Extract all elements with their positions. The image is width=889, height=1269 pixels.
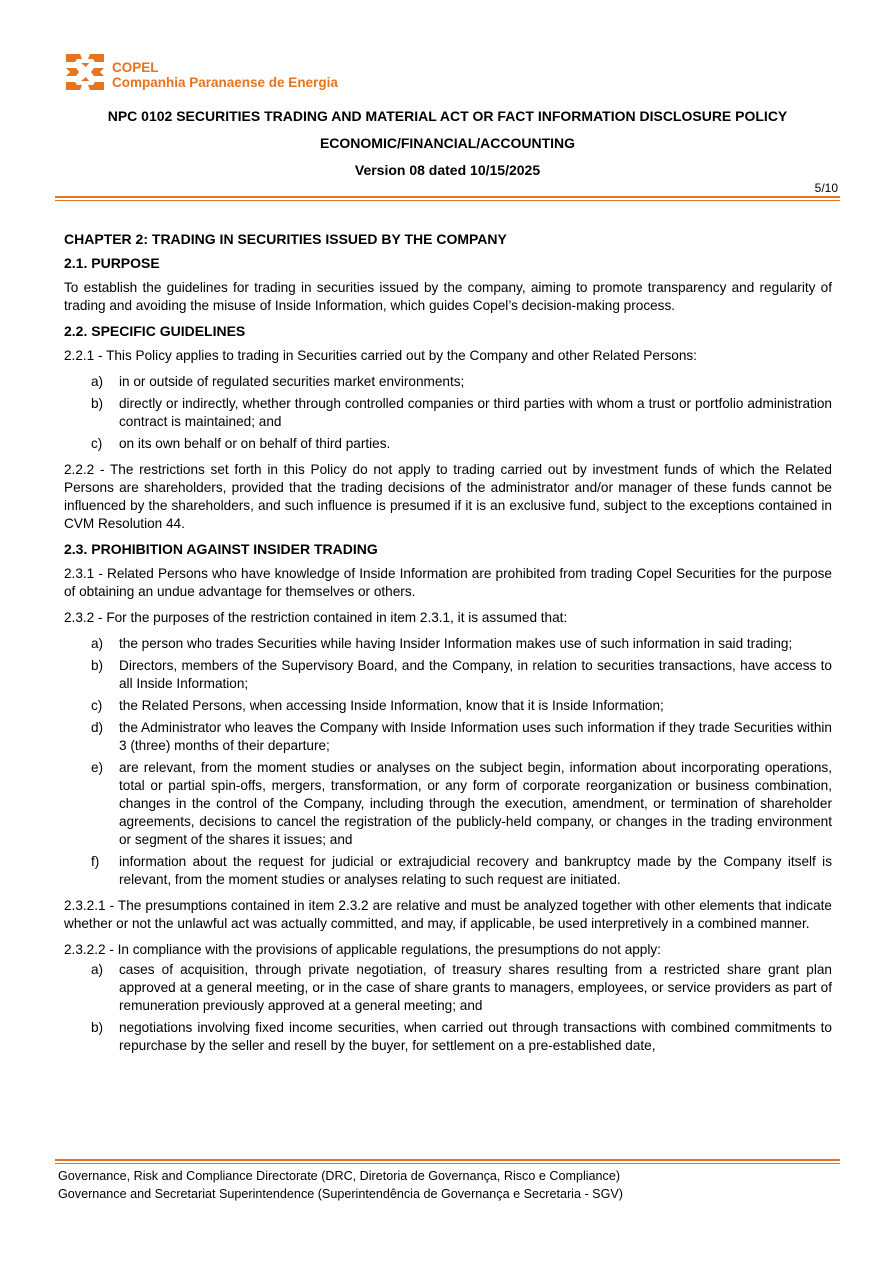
purpose-paragraph: To establish the guidelines for trading in securities issued by the company, aiming to promote transparency and regularity of trading and avoiding the misuse of Inside Information, which guides Copel’s decision-making process.	[64, 280, 832, 313]
section-heading-insider-trading: 2.3. PROHIBITION AGAINST INSIDER TRADING	[64, 541, 378, 557]
chapter-heading: CHAPTER 2: TRADING IN SECURITIES ISSUED BY THE COMPANY	[64, 231, 507, 247]
list-item: c) the Related Persons, when accessing Inside Information, know that it is Inside Information;	[91, 698, 664, 713]
list-item: b) directly or indirectly, whether through controlled companies or third parties with whom a trust or portfolio administration contract is maintained; and	[91, 396, 832, 429]
paragraph-2-2-2: 2.2.2 - The restrictions set forth in this Policy do not apply to trading carried out by investment funds of which the Related Persons are shareholders, provided that the trading decisions of the administrator and/or manager of these funds cannot be influenced by the shareholders, and such influence is presumed if it is an exclusive fund, subject to the exceptions contained in CVM Resolution 44.	[64, 462, 832, 531]
list-item: e) are relevant, from the moment studies or analyses on the subject begin, information about incorporating operations, total or partial spin-offs, mergers, transformation, or any form of corporate reorganization or business combination, changes in the control of the Company, including through the execution, amendment, or termination of shareholder agreements, decisions to cancel the registration of the publicly-held company, or changes in the trading environment or segment of the shares it issues; and	[91, 760, 832, 847]
list-item: b) negotiations involving fixed income securities, when carried out through transactions with combined commitments to repurchase by the seller and resell by the buyer, for settlement on a pre-established date,	[91, 1020, 832, 1053]
list-item: c) on its own behalf or on behalf of third parties.	[91, 436, 391, 451]
document-body	[64, 231, 832, 1063]
footer-line-2: Governance and Secretariat Superintendence (Superintendência de Governança e Secretaria - SGV)	[58, 1187, 623, 1201]
page-number: 5/10	[814, 181, 838, 195]
logo-text	[112, 60, 338, 90]
list-item: a) cases of acquisition, through private negotiation, of treasury shares resulting from a restricted share grant plan approved at a general meeting, or in the case of share grants to managers, employees, or service providers as part of remuneration previously approved at a general meeting; and	[91, 962, 832, 1013]
paragraph-2-3-2-1: 2.3.2.1 - The presumptions contained in item 2.3.2 are relative and must be analyzed together with other elements that indicate whether or not the unlawful act was actually committed, and may, if applicable, be used interpretively in a combined manner.	[64, 898, 832, 931]
list-2-2-1	[64, 373, 832, 453]
list-item: a) in or outside of regulated securities market environments;	[91, 374, 465, 389]
logo-name: COPEL	[112, 60, 159, 75]
header-divider	[55, 196, 840, 201]
list-item: a) the person who trades Securities while having Insider Information makes use of such information in said trading;	[91, 636, 793, 651]
list-item: f) information about the request for judicial or extrajudicial recovery and bankruptcy made by the Company itself is relevant, from the moment studies or analyses relating to such request are initiated.	[91, 854, 832, 887]
footer-divider	[55, 1159, 840, 1164]
footer-line-1: Governance, Risk and Compliance Directorate (DRC, Diretoria de Governança, Risco e Compliance)	[58, 1169, 621, 1183]
document-title: NPC 0102 SECURITIES TRADING AND MATERIAL ACT OR FACT INFORMATION DISCLOSURE POLICY	[107, 108, 788, 124]
copel-logo-icon	[66, 54, 104, 90]
document-version: Version 08 dated 10/15/2025	[354, 162, 541, 178]
list-2-3-2-2	[64, 961, 832, 1055]
logo-company: Companhia Paranaense de Energia	[112, 75, 338, 90]
list-2-3-2	[64, 635, 832, 889]
list-item: b) Directors, members of the Supervisory Board, and the Company, in relation to securities transactions, have access to all Inside Information;	[91, 658, 832, 691]
section-heading-purpose: 2.1. PURPOSE	[64, 255, 160, 271]
paragraph-2-3-1: 2.3.1 - Related Persons who have knowledge of Inside Information are prohibited from trading Copel Securities for the purpose of obtaining an undue advantage for themselves or others.	[64, 566, 832, 599]
list-item: d) the Administrator who leaves the Company with Inside Information uses such information if they trade Securities within 3 (three) months of their departure;	[91, 720, 832, 753]
paragraph-2-3-2-2: 2.3.2.2 - In compliance with the provisions of applicable regulations, the presumptions do not apply:	[64, 942, 661, 957]
section-heading-guidelines: 2.2. SPECIFIC GUIDELINES	[64, 323, 246, 339]
footer	[58, 1167, 623, 1203]
paragraph-2-2-1: 2.2.1 - This Policy applies to trading in Securities carried out by the Company and other Related Persons:	[64, 348, 697, 363]
document-category: ECONOMIC/FINANCIAL/ACCOUNTING	[319, 135, 576, 151]
paragraph-2-3-2: 2.3.2 - For the purposes of the restriction contained in item 2.3.1, it is assumed that:	[64, 610, 568, 625]
